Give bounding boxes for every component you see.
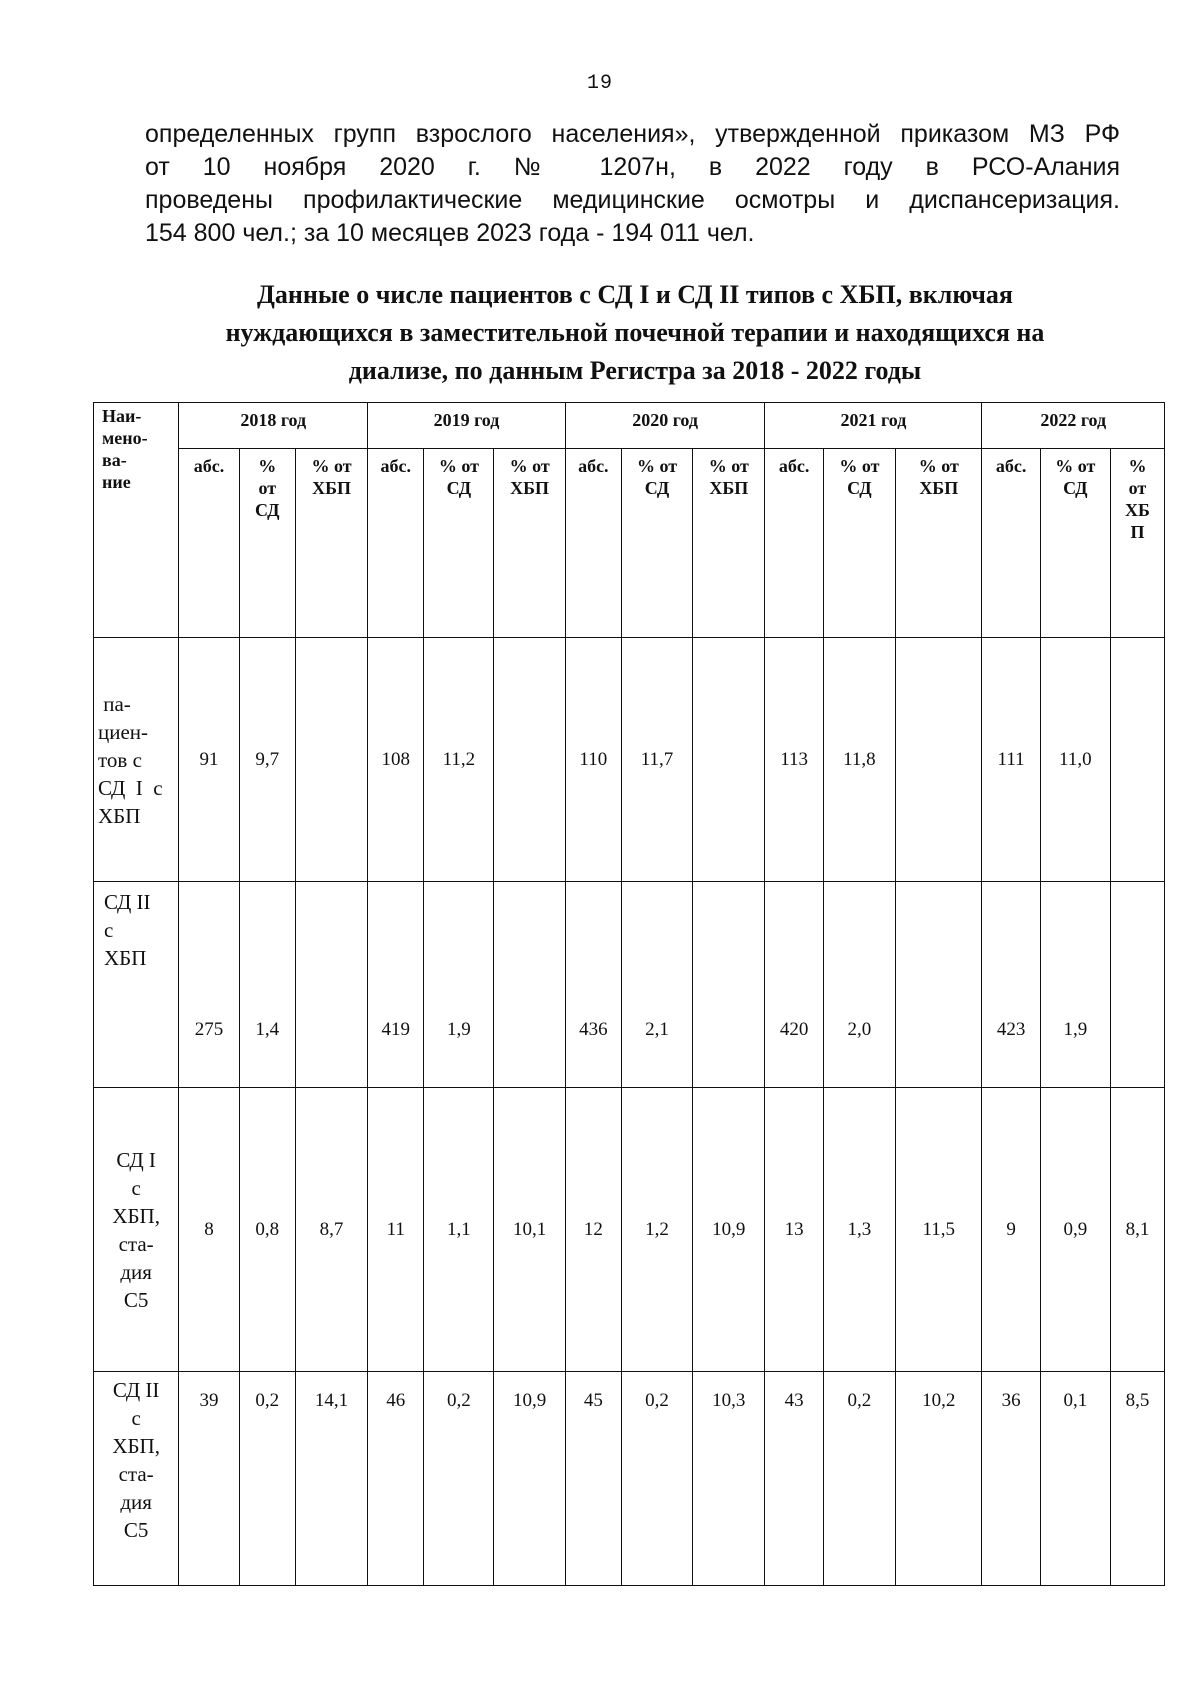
cell-value: 110 — [565, 638, 621, 882]
cell-value: 45 — [565, 1372, 621, 1586]
subheader-abs: абс. — [368, 449, 424, 638]
cell-value: 8,5 — [1110, 1372, 1164, 1586]
cell-value — [693, 638, 765, 882]
cell-value: 11,2 — [424, 638, 494, 882]
page-number: 19 — [586, 72, 613, 95]
cell-value — [494, 638, 565, 882]
header-year-2021: 2021 год — [765, 403, 982, 449]
table-row — [94, 882, 1165, 1088]
cell-value: 11 — [368, 1088, 424, 1372]
cell-value: 14,1 — [295, 1372, 367, 1586]
cell-value: 108 — [368, 638, 424, 882]
header-year-2019: 2019 год — [368, 403, 566, 449]
cell-value: 11,0 — [1040, 638, 1110, 882]
cell-value: 10,2 — [896, 1372, 982, 1586]
cell-value: 420 — [765, 882, 823, 1088]
cell-value: 8,1 — [1110, 1088, 1164, 1372]
cell-value: 11,8 — [823, 638, 895, 882]
table-row — [94, 1088, 1165, 1372]
cell-value: 8 — [179, 1088, 239, 1372]
cell-value: 0,8 — [239, 1088, 295, 1372]
cell-value: 1,2 — [621, 1088, 692, 1372]
cell-value: 10,9 — [494, 1372, 565, 1586]
cell-value: 1,9 — [1040, 882, 1110, 1088]
table-title — [150, 276, 1120, 390]
cell-value: 436 — [565, 882, 621, 1088]
cell-value — [896, 882, 982, 1088]
cell-value: 9,7 — [239, 638, 295, 882]
subheader-pct-hbp: % от ХБП — [896, 449, 982, 638]
cell-value: 0,2 — [823, 1372, 895, 1586]
title-line-3: диализе, по данным Регистра за 2018 - 2022 годы — [348, 356, 922, 385]
intro-line-4: 154 800 чел.; за 10 месяцев 2023 года - 194 011 чел. — [145, 219, 755, 247]
title-line-1: Данные о числе пациентов с СД I и СД II типов с ХБП, включая — [257, 280, 1013, 309]
cell-value: 36 — [982, 1372, 1040, 1586]
subheader-pct-hbp: % от ХБП — [693, 449, 765, 638]
header-year-2018: 2018 год — [179, 403, 368, 449]
subheader-pct-hbp: % от ХБП — [295, 449, 367, 638]
row-name: СД II с ХБП — [94, 882, 179, 1088]
cell-value: 39 — [179, 1372, 239, 1586]
subheader-pct-sd: % от СД — [239, 449, 295, 638]
cell-value: 9 — [982, 1088, 1040, 1372]
header-year-2020: 2020 год — [565, 403, 765, 449]
cell-value: 1,1 — [424, 1088, 494, 1372]
registry-table — [93, 402, 1165, 1586]
cell-value: 46 — [368, 1372, 424, 1586]
subheader-pct-sd: % от СД — [621, 449, 692, 638]
intro-line-2: от 10 ноября 2020 г. № 1207н, в 2022 году в РСО-Алания — [145, 153, 1120, 181]
subheader-pct-sd: % от СД — [424, 449, 494, 638]
cell-value: 0,2 — [621, 1372, 692, 1586]
cell-value: 1,4 — [239, 882, 295, 1088]
intro-line-1: определенных групп взрослого населения», утвержденной приказом МЗ РФ — [145, 120, 1120, 148]
cell-value: 13 — [765, 1088, 823, 1372]
cell-value: 0,9 — [1040, 1088, 1110, 1372]
cell-value — [896, 638, 982, 882]
cell-value: 91 — [179, 638, 239, 882]
subheader-pct-hbp: % от ХБП — [494, 449, 565, 638]
table-row — [94, 638, 1165, 882]
cell-value: 423 — [982, 882, 1040, 1088]
header-year-2022: 2022 год — [982, 403, 1165, 449]
subheader-abs: абс. — [765, 449, 823, 638]
cell-value: 12 — [565, 1088, 621, 1372]
subheader-pct-sd: % от СД — [823, 449, 895, 638]
cell-value: 113 — [765, 638, 823, 882]
cell-value: 10,3 — [693, 1372, 765, 1586]
row-name: па- циен- тов с СД I с ХБП — [94, 638, 179, 882]
cell-value: 10,9 — [693, 1088, 765, 1372]
cell-value — [693, 882, 765, 1088]
cell-value: 0,1 — [1040, 1372, 1110, 1586]
cell-value: 11,5 — [896, 1088, 982, 1372]
cell-value: 8,7 — [295, 1088, 367, 1372]
cell-value: 1,9 — [424, 882, 494, 1088]
subheader-pct-hbp: % от ХБ П — [1110, 449, 1164, 638]
title-line-2: нуждающихся в заместительной почечной терапии и находящихся на — [225, 318, 1045, 347]
cell-value: 10,1 — [494, 1088, 565, 1372]
cell-value: 0,2 — [424, 1372, 494, 1586]
row-name: СД I с ХБП, ста- дия С5 — [94, 1088, 179, 1372]
cell-value: 0,2 — [239, 1372, 295, 1586]
intro-paragraph — [145, 118, 1120, 250]
intro-line-3: проведены профилактические медицинские осмотры и диспансеризация. — [145, 186, 1120, 214]
subheader-abs: абс. — [565, 449, 621, 638]
cell-value: 2,1 — [621, 882, 692, 1088]
cell-value — [295, 638, 367, 882]
cell-value — [295, 882, 367, 1088]
subheader-abs: абс. — [179, 449, 239, 638]
cell-value: 1,3 — [823, 1088, 895, 1372]
cell-value — [1110, 638, 1164, 882]
cell-value: 43 — [765, 1372, 823, 1586]
subheader-abs: абс. — [982, 449, 1040, 638]
cell-value: 11,7 — [621, 638, 692, 882]
cell-value — [494, 882, 565, 1088]
subheader-pct-sd: % от СД — [1040, 449, 1110, 638]
header-name: Наи- мено- ва- ние — [94, 403, 179, 638]
cell-value: 275 — [179, 882, 239, 1088]
cell-value — [1110, 882, 1164, 1088]
cell-value: 111 — [982, 638, 1040, 882]
cell-value: 2,0 — [823, 882, 895, 1088]
cell-value: 419 — [368, 882, 424, 1088]
table-row — [94, 1372, 1165, 1586]
row-name: СД II с ХБП, ста- дия С5 — [94, 1372, 179, 1586]
